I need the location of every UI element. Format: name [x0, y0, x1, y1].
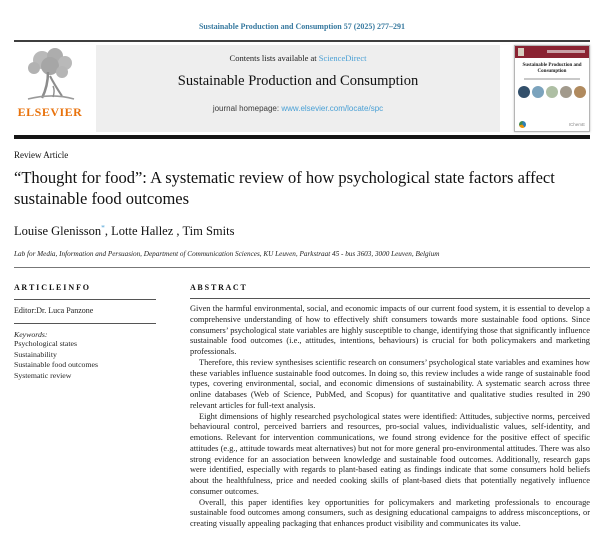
cover-photo-circles	[515, 86, 589, 98]
author-1: Louise Glenisson	[14, 224, 102, 239]
abstract-column	[190, 283, 590, 530]
article-info-column	[14, 283, 156, 530]
cover-subtitle-bar	[524, 78, 580, 80]
article-type-label: Review Article	[14, 150, 69, 160]
homepage-line	[96, 104, 500, 113]
contents-prefix: Contents lists available at	[229, 53, 319, 63]
elsevier-wordmark: ELSEVIER	[17, 105, 83, 119]
keyword-item: Psychological states	[14, 339, 78, 349]
abstract-paragraph: Given the harmful environmental, social, and economic impacts of our current food system, it is essential to develop a comprehensive understanding of how to effectively shift consumers towards more sustainable food options. Since consumers’ psychological state variables are highly susceptible to change, identifying those that significantly influence sustainable food outcomes (i.e., attitudes, intentions, behaviours) is crucial for both policymakers and marketing professionals.	[190, 304, 590, 357]
author-3: Tim Smits	[182, 224, 235, 239]
cover-circle-2	[532, 86, 544, 98]
corresponding-author-marker[interactable]: *	[101, 222, 105, 232]
info-abstract-columns	[14, 283, 590, 530]
header-divider	[14, 135, 590, 139]
keyword-item: Sustainability	[14, 349, 57, 359]
abstract-paragraph: Overall, this paper identifies key opportunities for policymakers and marketing professionals to encourage sustainable food outcomes among consumers, such as designing educational campaigns to address misconceptions, or creating visually appealing packaging that enhances product visibility and communicates its value.	[190, 497, 590, 529]
elsevier-logo[interactable]	[14, 45, 86, 132]
author-line	[14, 223, 590, 239]
keyword-item: Sustainable food outcomes	[14, 360, 99, 370]
keywords-label: Keywords:	[14, 330, 48, 340]
journal-citation: Sustainable Production and Consumption 57 (2025) 277–291	[198, 22, 406, 31]
cover-footer	[519, 121, 585, 128]
abstract-rule	[190, 298, 590, 299]
elsevier-tree-icon	[20, 46, 80, 104]
cover-circle-1	[518, 86, 530, 98]
journal-cover-thumbnail[interactable]	[514, 45, 590, 132]
homepage-prefix: journal homepage:	[212, 104, 282, 113]
author-separator-1: ,	[104, 224, 112, 239]
cover-publisher-icon	[519, 121, 526, 128]
citation-divider	[14, 40, 590, 42]
abstract-heading: A B S T R A C T	[190, 283, 246, 293]
cover-icheme-label: IChemE	[568, 122, 585, 127]
author-2: Lotte Hallez	[111, 224, 174, 239]
keyword-item: Systematic review	[14, 370, 72, 380]
cover-maroon-band	[515, 46, 589, 58]
sciencedirect-link[interactable]: ScienceDirect	[318, 53, 367, 63]
article-info-heading: A R T I C L E I N F O	[14, 283, 89, 293]
editor-line: Editor:Dr. Luca Panzone	[14, 306, 94, 316]
abstract-paragraph: Therefore, this review synthesises scientific research on consumers’ psychological state variables and examines how these variables influence sustainable food outcomes. In doing so, this review includes a wide range of sustainable food types, covering environmental, social, and economic dimensions of sustainability. A systematic search across three online databases (Web of Science, PubMed, and Scopus) for quantitative and qualitative studies resulted in 290 relevant articles for full-text analysis.	[190, 357, 590, 410]
author-separator-2: ,	[173, 224, 183, 239]
article-title: “Thought for food”: A systematic review of how psychological state factors affect sustainable food outcomes	[14, 168, 555, 209]
cover-band-text-bar	[547, 50, 585, 53]
journal-title: Sustainable Production and Consumption	[177, 73, 419, 89]
cover-circle-3	[546, 86, 558, 98]
cover-title: Sustainable Production and Consumption	[522, 63, 582, 74]
homepage-url-link[interactable]: www.elsevier.com/locate/spc	[281, 104, 384, 113]
cover-circle-5	[574, 86, 586, 98]
cover-circle-4	[560, 86, 572, 98]
article-info-rule-1	[14, 299, 156, 300]
byline-divider	[14, 267, 590, 268]
cover-band-logo	[518, 48, 524, 56]
journal-banner	[96, 45, 500, 132]
abstract-paragraph: Eight dimensions of highly researched psychological states were identified: Attitudes, subjective norms, perceived behavioural control, perceived barriers and resources, pro-social values, individualistic values, self-identity, and emotions. Relevant for intervention communications, we found strong evidence for the positive effect of specific attitudes (e.g., attitude towards meat alternatives) but not for more general pro-environmental attitudes. There was also strong evidence for an association between knowledge and sustainable food outcomes. Additionally, research gaps were identified, especially with regards to plant-based eating as findings indicate that some consumers hold beliefs about the healthfulness, price and needed cooking skills of plant-based diets that potentially negatively influence consumer outcomes.	[190, 411, 590, 496]
contents-line	[96, 53, 500, 63]
affiliation-line: Lab for Media, Information and Persuasion, Department of Communication Sciences, KU Leuven, Parkstraat 45 - bus 3603, 3000 Leuven, Belgium	[14, 250, 440, 259]
article-info-rule-2	[14, 323, 156, 324]
masthead	[14, 45, 590, 132]
